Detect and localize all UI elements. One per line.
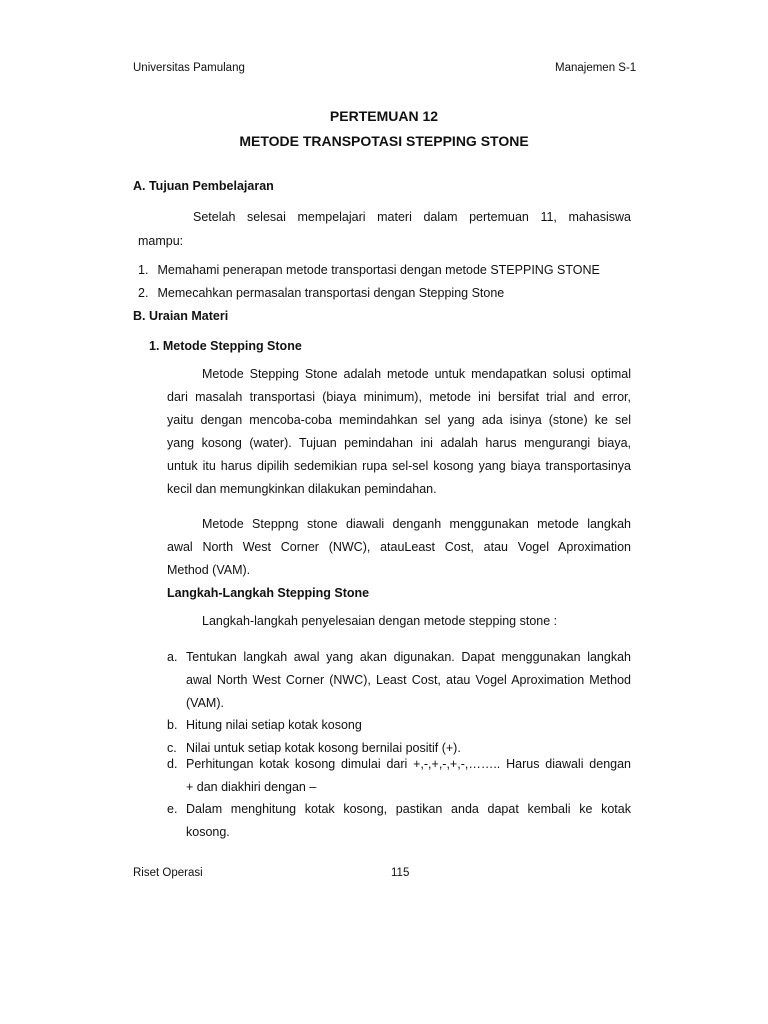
header-university: Universitas Pamulang [133,62,245,74]
step-a-line: awal North West Corner (NWC), Least Cost, atau Vogel Aproximation Method [186,673,631,687]
footer-course: Riset Operasi [133,867,203,879]
page-title: METODE TRANSPOTASI STEPPING STONE [239,133,529,149]
page-title-meeting: PERTEMUAN 12 [329,108,439,124]
step-label-b: b. [167,718,178,732]
paragraph-1-line: yaitu dengan mencoba-coba memindahkan sel yang ada isinya (stone) ke sel [167,413,631,427]
step-label-d: d. [167,757,178,771]
step-d-line: + dan diakhiri dengan – [186,780,317,794]
paragraph-1-line: kecil dan memungkinkan dilakukan pemindahan. [167,482,437,496]
paragraph-2-line: awal North West Corner (NWC), atauLeast Cost, atau Vogel Aproximation [167,540,631,554]
step-c-line: Nilai untuk setiap kotak kosong bernilai positif (+). [186,741,461,755]
step-label-a: a. [167,650,178,664]
page-number: 115 [391,867,410,879]
step-d-line: Perhitungan kotak kosong dimulai dari +,-,+,-,+,-,…….. Harus diawali dengan [186,757,631,771]
step-a-line: (VAM). [186,696,224,710]
objective-number: 2. [138,286,149,300]
step-e-line: Dalam menghitung kotak kosong, pastikan anda dapat kembali ke kotak [186,802,631,816]
section-a-heading: A. Tujuan Pembelajaran [133,179,274,193]
objective-text: Memecahkan permasalan transportasi dengan Stepping Stone [157,286,505,300]
section-b-heading: B. Uraian Materi [133,309,229,323]
subsection-heading: 1. Metode Stepping Stone [149,339,302,353]
steps-intro: Langkah-langkah penyelesaian dengan metode stepping stone : [202,614,558,628]
step-label-e: e. [167,802,178,816]
objective-item [138,286,504,300]
objective-item [138,263,600,277]
paragraph-2-line: Metode Steppng stone diawali denganh menggunakan metode langkah [202,517,631,531]
step-e-line: kosong. [186,825,230,839]
objective-text: Memahami penerapan metode transportasi dengan metode STEPPING STONE [157,263,600,277]
paragraph-1-line: yang kosong (water). Tujuan pemindahan ini adalah harus mengurangi biaya, [167,436,631,450]
steps-heading: Langkah-Langkah Stepping Stone [167,586,370,600]
section-a-intro-line-1: Setelah selesai mempelajari materi dalam pertemuan 11, mahasiswa [193,210,631,224]
section-a-intro-line-2: mampu: [138,234,184,248]
paragraph-1-line: untuk itu harus dipilih sedemikian rupa sel-sel kosong yang biaya transportasinya [167,459,631,473]
paragraph-1-line: Metode Stepping Stone adalah metode untuk mendapatkan solusi optimal [202,367,631,381]
paragraph-2-line: Method (VAM). [167,563,251,577]
step-b-line: Hitung nilai setiap kotak kosong [186,718,362,732]
header-program: Manajemen S-1 [555,62,637,74]
paragraph-1-line: dari masalah transportasi (biaya minimum), metode ini bersifat trial and error, [167,390,631,404]
step-label-c: c. [167,741,177,755]
objective-number: 1. [138,263,149,277]
step-a-line: Tentukan langkah awal yang akan digunakan. Dapat menggunakan langkah [186,650,631,664]
